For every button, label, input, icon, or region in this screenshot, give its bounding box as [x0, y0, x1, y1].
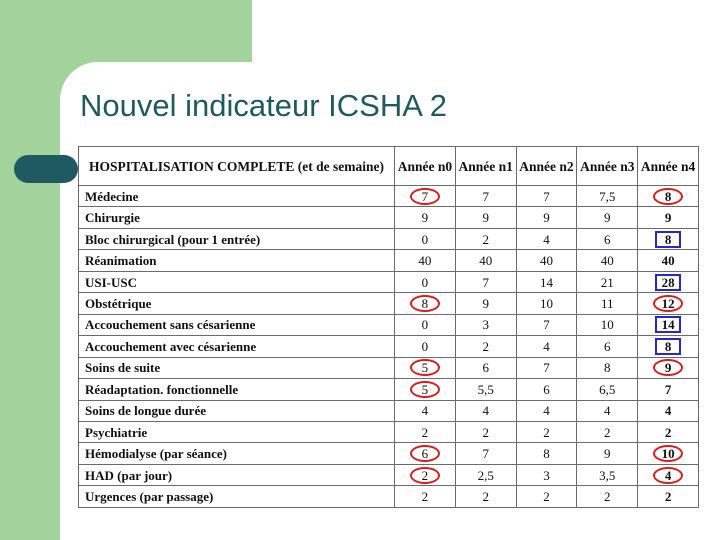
table-cell — [516, 293, 577, 314]
cell-value: 40 — [479, 253, 493, 269]
table-cell — [395, 250, 456, 271]
cell-value: 3 — [482, 317, 489, 333]
circled-value: 10 — [653, 445, 683, 462]
table-cell — [455, 443, 516, 464]
cell-value: 7 — [482, 274, 489, 290]
icsha-table — [78, 146, 699, 508]
row-label: USI-USC — [79, 271, 395, 292]
table-row — [79, 228, 699, 249]
cell-value: 2 — [421, 424, 429, 440]
circled-value: 4 — [653, 467, 683, 484]
table-cell — [516, 314, 577, 335]
table-cell — [577, 486, 638, 508]
table-cell — [577, 293, 638, 314]
table-cell — [516, 271, 577, 292]
cell-value: 0 — [421, 231, 429, 247]
cell-value: 7 — [543, 188, 550, 204]
header-year-n4: Année n4 — [638, 147, 699, 186]
row-label: Obstétrique — [79, 293, 395, 314]
table-cell — [577, 464, 638, 485]
table-cell — [516, 250, 577, 271]
cell-value: 7 — [664, 381, 672, 397]
table-cell — [455, 336, 516, 357]
bullet-marker — [14, 155, 78, 183]
table-cell — [516, 400, 577, 421]
table-row — [79, 379, 699, 400]
boxed-value: 8 — [655, 338, 681, 355]
table-cell — [577, 443, 638, 464]
header-year-n3: Année n3 — [577, 147, 638, 186]
table-cell — [577, 271, 638, 292]
row-label: Bloc chirurgical (pour 1 entrée) — [79, 228, 395, 249]
table-cell — [638, 357, 699, 378]
table-row — [79, 186, 699, 207]
table-row — [79, 357, 699, 378]
table-cell — [455, 421, 516, 442]
table-cell — [638, 228, 699, 249]
cell-value: 4 — [543, 403, 550, 419]
cell-value: 2 — [543, 489, 550, 505]
cell-value: 4 — [543, 338, 550, 354]
table-cell — [638, 400, 699, 421]
row-label: Médecine — [79, 186, 395, 207]
row-label: Réanimation — [79, 250, 395, 271]
table-cell — [455, 293, 516, 314]
cell-value: 2 — [664, 424, 672, 440]
table-cell — [638, 293, 699, 314]
table-cell — [395, 400, 456, 421]
circled-value: 5 — [410, 359, 440, 376]
table-cell — [638, 486, 699, 508]
cell-value: 2 — [604, 424, 611, 440]
cell-value: 0 — [421, 317, 429, 333]
circled-value: 5 — [410, 381, 440, 398]
cell-value: 6,5 — [599, 381, 616, 397]
cell-value: 2,5 — [477, 467, 494, 483]
table-cell — [516, 207, 577, 228]
circled-value: 7 — [410, 188, 440, 205]
table-row — [79, 486, 699, 508]
table-cell — [516, 336, 577, 357]
cell-value: 11 — [601, 295, 614, 311]
cell-value: 9 — [421, 210, 429, 226]
cell-value: 7,5 — [599, 188, 616, 204]
circled-value: 9 — [653, 359, 683, 376]
table-cell — [577, 314, 638, 335]
cell-value: 2 — [482, 338, 489, 354]
table-cell — [455, 228, 516, 249]
table-cell — [395, 379, 456, 400]
cell-value: 2 — [482, 424, 489, 440]
table-cell — [577, 421, 638, 442]
table-cell — [516, 357, 577, 378]
cell-value: 2 — [421, 489, 429, 505]
cell-value: 2 — [482, 231, 489, 247]
boxed-value: 14 — [655, 316, 681, 333]
header-year-n1: Année n1 — [455, 147, 516, 186]
table-cell — [455, 250, 516, 271]
table-cell — [577, 250, 638, 271]
cell-value: 40 — [539, 253, 553, 269]
row-label: Urgences (par passage) — [79, 486, 395, 508]
row-label: Hémodialyse (par séance) — [79, 443, 395, 464]
cell-value: 6 — [543, 381, 550, 397]
header-category: HOSPITALISATION COMPLETE (et de semaine) — [79, 147, 395, 186]
table-cell — [455, 271, 516, 292]
cell-value: 2 — [604, 489, 611, 505]
cell-value: 7 — [543, 317, 550, 333]
table-cell — [638, 443, 699, 464]
cell-value: 4 — [664, 403, 672, 419]
table-body — [79, 186, 699, 508]
cell-value: 9 — [482, 210, 489, 226]
table-cell — [395, 314, 456, 335]
table-cell — [577, 336, 638, 357]
table-cell — [395, 336, 456, 357]
row-label: Accouchement sans césarienne — [79, 314, 395, 335]
table-cell — [455, 314, 516, 335]
table-row — [79, 443, 699, 464]
cell-value: 40 — [600, 253, 614, 269]
cell-value: 6 — [482, 360, 489, 376]
row-label: Accouchement avec césarienne — [79, 336, 395, 357]
cell-value: 3,5 — [599, 467, 616, 483]
table-cell — [516, 186, 577, 207]
table-row — [79, 250, 699, 271]
table-cell — [395, 464, 456, 485]
cell-value: 9 — [664, 210, 672, 226]
table-cell — [455, 464, 516, 485]
table-cell — [516, 486, 577, 508]
boxed-value: 28 — [655, 274, 681, 291]
table-cell — [395, 421, 456, 442]
cell-value: 8 — [543, 446, 550, 462]
table-row — [79, 314, 699, 335]
cell-value: 10 — [539, 295, 553, 311]
header-year-n0: Année n0 — [395, 147, 456, 186]
icsha-table-container — [78, 146, 702, 510]
row-label: Réadaptation. fonctionnelle — [79, 379, 395, 400]
table-cell — [455, 357, 516, 378]
cell-value: 4 — [543, 231, 550, 247]
table-cell — [395, 443, 456, 464]
table-cell — [577, 207, 638, 228]
cell-value: 9 — [543, 210, 550, 226]
row-label: Psychiatrie — [79, 421, 395, 442]
table-cell — [638, 207, 699, 228]
table-cell — [516, 228, 577, 249]
cell-value: 9 — [604, 446, 611, 462]
table-row — [79, 293, 699, 314]
table-cell — [638, 379, 699, 400]
table-cell — [638, 186, 699, 207]
table-cell — [638, 250, 699, 271]
row-label: Soins de suite — [79, 357, 395, 378]
circled-value: 12 — [653, 295, 683, 312]
table-cell — [455, 486, 516, 508]
circled-value: 8 — [410, 295, 440, 312]
table-cell — [395, 271, 456, 292]
cell-value: 9 — [482, 295, 489, 311]
table-row — [79, 271, 699, 292]
cell-value: 40 — [661, 253, 675, 269]
circled-value: 6 — [410, 445, 440, 462]
cell-value: 4 — [482, 403, 489, 419]
table-cell — [516, 443, 577, 464]
boxed-value: 8 — [655, 231, 681, 248]
table-cell — [455, 186, 516, 207]
cell-value: 9 — [604, 210, 611, 226]
table-cell — [395, 293, 456, 314]
table-cell — [577, 400, 638, 421]
cell-value: 7 — [482, 446, 489, 462]
table-cell — [577, 357, 638, 378]
table-cell — [395, 228, 456, 249]
table-cell — [638, 421, 699, 442]
cell-value: 3 — [543, 467, 550, 483]
table-cell — [395, 207, 456, 228]
cell-value: 0 — [421, 274, 429, 290]
table-cell — [638, 271, 699, 292]
table-cell — [455, 400, 516, 421]
table-row — [79, 336, 699, 357]
cell-value: 4 — [604, 403, 611, 419]
table-cell — [577, 379, 638, 400]
cell-value: 8 — [604, 360, 611, 376]
cell-value: 2 — [664, 489, 672, 505]
circled-value: 8 — [653, 188, 683, 205]
cell-value: 14 — [539, 274, 553, 290]
cell-value: 6 — [604, 231, 611, 247]
table-cell — [516, 379, 577, 400]
table-cell — [395, 486, 456, 508]
cell-value: 10 — [600, 317, 614, 333]
cell-value: 40 — [418, 253, 432, 269]
table-cell — [516, 464, 577, 485]
table-cell — [577, 228, 638, 249]
row-label: Soins de longue durée — [79, 400, 395, 421]
cell-value: 7 — [482, 188, 489, 204]
table-row — [79, 207, 699, 228]
cell-value: 0 — [421, 338, 429, 354]
cell-value: 7 — [543, 360, 550, 376]
cell-value: 5,5 — [477, 381, 494, 397]
table-cell — [638, 336, 699, 357]
row-label: HAD (par jour) — [79, 464, 395, 485]
table-row — [79, 421, 699, 442]
header-year-n2: Année n2 — [516, 147, 577, 186]
circled-value: 2 — [410, 467, 440, 484]
row-label: Chirurgie — [79, 207, 395, 228]
cell-value: 4 — [421, 403, 429, 419]
cell-value: 6 — [604, 338, 611, 354]
cell-value: 21 — [600, 274, 614, 290]
table-cell — [395, 357, 456, 378]
table-cell — [577, 186, 638, 207]
table-row — [79, 464, 699, 485]
table-cell — [638, 464, 699, 485]
table-cell — [395, 186, 456, 207]
cell-value: 2 — [543, 424, 550, 440]
slide-title: Nouvel indicateur ICSHA 2 — [80, 88, 448, 123]
table-cell — [516, 421, 577, 442]
table-cell — [455, 207, 516, 228]
table-cell — [638, 314, 699, 335]
table-header-row — [79, 147, 699, 186]
table-row — [79, 400, 699, 421]
cell-value: 2 — [482, 489, 489, 505]
table-cell — [455, 379, 516, 400]
